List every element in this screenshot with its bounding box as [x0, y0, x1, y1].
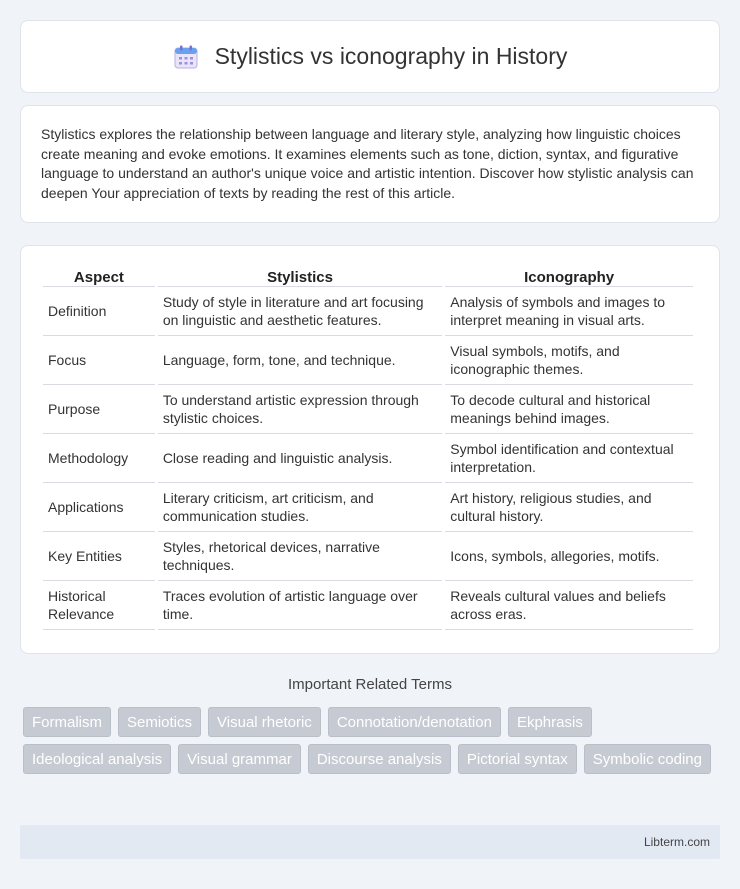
footer [20, 825, 720, 859]
row-iconography: Reveals cultural values and beliefs across eras. [445, 581, 693, 630]
intro-card [20, 105, 720, 223]
related-terms-title: Important Related Terms [288, 676, 452, 693]
header-card [20, 20, 720, 93]
table-row [43, 532, 693, 581]
row-stylistics: Close reading and linguistic analysis. [158, 434, 442, 483]
tag-formalism[interactable]: Formalism [23, 707, 111, 737]
page-title: Stylistics vs iconography in History [214, 43, 568, 69]
row-stylistics: Styles, rhetorical devices, narrative techniques. [158, 532, 442, 581]
row-aspect: Focus [43, 336, 155, 385]
calendar-icon [173, 44, 199, 70]
tag-visual-grammar[interactable]: Visual grammar [178, 744, 301, 774]
table-row [43, 483, 693, 532]
row-iconography: Art history, religious studies, and cultural history. [445, 483, 693, 532]
table-row [43, 385, 693, 434]
table-row [43, 581, 693, 630]
tag-discourse-analysis[interactable]: Discourse analysis [308, 744, 451, 774]
comparison-table-card [20, 245, 720, 654]
row-aspect: Applications [43, 483, 155, 532]
row-aspect: Purpose [43, 385, 155, 434]
table-header-row [43, 267, 693, 287]
table-row [43, 434, 693, 483]
row-aspect: Methodology [43, 434, 155, 483]
header-aspect: Aspect [43, 267, 155, 287]
tag-ideological-analysis[interactable]: Ideological analysis [23, 744, 171, 774]
row-aspect: Historical Relevance [43, 581, 155, 630]
row-stylistics: Study of style in literature and art focusing on linguistic and aesthetic features. [158, 287, 442, 336]
row-iconography: Symbol identification and contextual interpretation. [445, 434, 693, 483]
table-row [43, 336, 693, 385]
row-stylistics: To understand artistic expression through stylistic choices. [158, 385, 442, 434]
title-wrap [173, 43, 568, 70]
row-iconography: Analysis of symbols and images to interpret meaning in visual arts. [445, 287, 693, 336]
tag-ekphrasis[interactable]: Ekphrasis [508, 707, 592, 737]
tag-semiotics[interactable]: Semiotics [118, 707, 201, 737]
intro-text: Stylistics explores the relationship between language and literary style, analyzing how linguistic choices create meaning and evoke emotions. It examines elements such as tone, diction, syntax, and figurative language to understand an author's unique voice and artistic intention. Discover how stylistic analysis can deepen Your appreciation of texts by reading the rest of this article. [41, 126, 694, 201]
table-row [43, 287, 693, 336]
row-stylistics: Literary criticism, art criticism, and communication studies. [158, 483, 442, 532]
row-aspect: Key Entities [43, 532, 155, 581]
row-iconography: Icons, symbols, allegories, motifs. [445, 532, 693, 581]
tag-symbolic-coding[interactable]: Symbolic coding [584, 744, 711, 774]
row-stylistics: Language, form, tone, and technique. [158, 336, 442, 385]
row-iconography: To decode cultural and historical meanings behind images. [445, 385, 693, 434]
row-stylistics: Traces evolution of artistic language over time. [158, 581, 442, 630]
footer-link[interactable]: Libterm.com [643, 835, 710, 849]
tag-connotation-denotation[interactable]: Connotation/denotation [328, 707, 501, 737]
row-aspect: Definition [43, 287, 155, 336]
related-terms-tags [23, 707, 723, 774]
tag-visual-rhetoric[interactable]: Visual rhetoric [208, 707, 321, 737]
header-iconography: Iconography [445, 267, 693, 287]
tag-pictorial-syntax[interactable]: Pictorial syntax [458, 744, 577, 774]
comparison-table [40, 267, 696, 630]
row-iconography: Visual symbols, motifs, and iconographic themes. [445, 336, 693, 385]
header-stylistics: Stylistics [158, 267, 442, 287]
